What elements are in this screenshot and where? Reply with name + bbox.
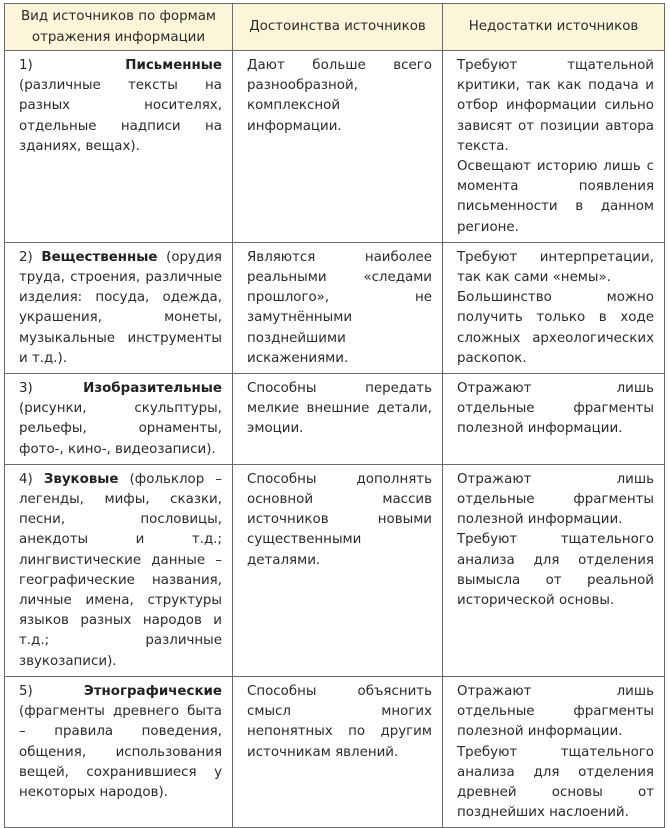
disadvantages-cell [443, 464, 665, 676]
table-row [5, 51, 665, 243]
row-number: 4) [19, 471, 33, 487]
header-advantages: Достоинства источников [233, 4, 443, 51]
source-type-cell [5, 374, 233, 465]
disadvantage-text: Отражают лишь отдельные фрагменты полезной информации. [457, 471, 654, 528]
source-type-cell [5, 464, 233, 676]
disadvantage-text: Требуют интерпретации, так как сами «немы». [457, 249, 654, 286]
advantages-text: Дают больше всего разнообразной, комплексной информации. [247, 58, 432, 134]
table-row [5, 464, 665, 676]
source-type-name: Звуковые [43, 471, 119, 487]
disadvantage-text: Требуют тщательного анализа для отделения древней основы от позднейших наслоений. [457, 744, 654, 821]
advantages-text: Способны дополнять основной массив источников новыми существенными деталями. [247, 471, 432, 568]
row-number: 1) [19, 58, 33, 73]
table-row [5, 242, 665, 373]
disadvantages-cell [443, 242, 665, 373]
source-type-name: Письменные [125, 58, 222, 73]
header-row [5, 4, 665, 51]
advantages-text: Способны объяснить смысл многих непонятных по другим источникам явлений. [247, 683, 432, 760]
disadvantage-text: Отражают лишь отдельные фрагменты полезной информации. [457, 683, 654, 740]
disadvantages-cell [443, 51, 665, 243]
source-type-description: (различные тексты на разных носителях, отдельные надписи на зданиях, вещах). [19, 78, 222, 154]
header-source-type: Вид источников по формам отражения информации [5, 4, 233, 51]
advantages-text: Являются наиболее реальными «следами прошлого», не замутнёнными позднейшими искажениями. [247, 249, 432, 366]
header-disadvantages: Недостатки источников [443, 4, 665, 51]
advantages-cell [233, 464, 443, 676]
source-type-description: (рисунки, скульптуры, рельефы, орнаменты, фото-, кино-, видеозаписи). [19, 401, 222, 457]
disadvantage-text: Отражают лишь отдельные фрагменты полезной информации. [457, 381, 654, 437]
disadvantages-cell [443, 676, 665, 827]
source-type-description: (фольклор – легенды, мифы, сказки, песни, пословицы, анекдоты и т.д.; лингвистические данные – географические названия, личные имена, структуры языков разных народов и т.д.; различные звукозаписи). [19, 471, 222, 669]
advantages-cell [233, 51, 443, 243]
source-type-description: (фрагменты древнего быта – правила поведения, общения, использования вещей, сохранившиеся у некоторых народов). [19, 704, 222, 800]
disadvantage-text: Большинство можно получить только в ходе сложных археологических раскопок. [457, 290, 654, 366]
row-number: 3) [19, 381, 33, 397]
source-type-name: Вещественные [41, 249, 158, 265]
advantages-text: Способны передать мелкие внешние детали, эмоции. [247, 381, 432, 437]
advantages-cell [233, 374, 443, 465]
row-number: 5) [19, 683, 33, 699]
source-type-name: Изобразительные [83, 381, 222, 397]
table-row [5, 676, 665, 827]
source-type-cell [5, 51, 233, 243]
source-type-cell [5, 242, 233, 373]
sources-table [4, 3, 665, 828]
advantages-cell [233, 676, 443, 827]
row-number: 2) [19, 249, 33, 265]
advantages-cell [233, 242, 443, 373]
source-type-description: (орудия труда, строения, различные изделия: посуда, одежда, украшения, монеты, музыкальные инструменты и т.д.). [19, 249, 222, 366]
disadvantage-text: Требуют тщательного анализа для отделения вымысла от реальной исторической основы. [457, 532, 654, 609]
disadvantage-text: Освещают историю лишь с момента появления письменности в данном регионе. [457, 159, 654, 235]
disadvantage-text: Требуют тщательной критики, так как подача и отбор информации сильно зависят от позиции автора текста. [457, 58, 654, 154]
source-type-name: Этнографические [83, 683, 222, 699]
disadvantages-cell [443, 374, 665, 465]
source-type-cell [5, 676, 233, 827]
table-row [5, 374, 665, 465]
